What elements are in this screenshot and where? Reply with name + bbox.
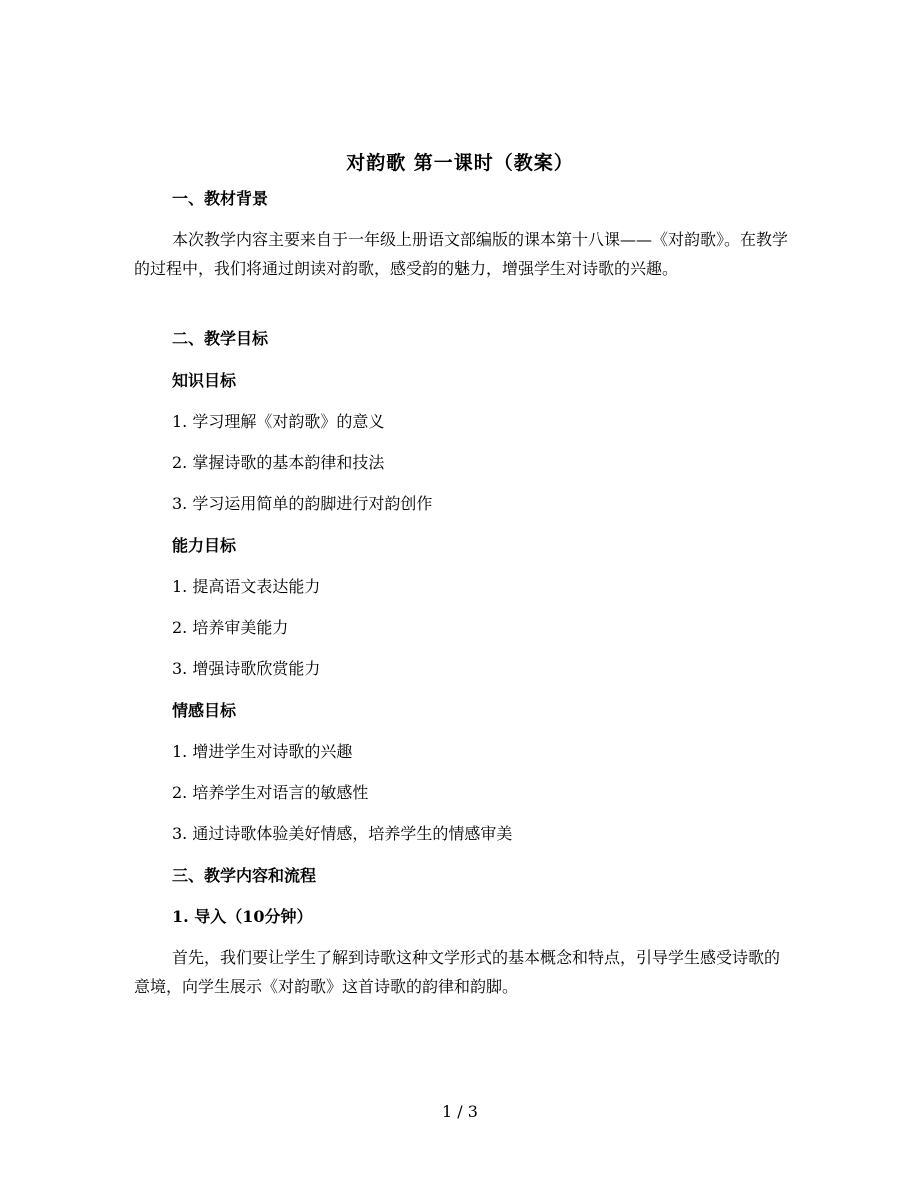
section-heading-content: 三、教学内容和流程 [172,866,317,885]
document-title: 对韵歌 第一课时（教案） [346,152,574,174]
page-number: 1 / 3 [442,1102,478,1121]
subheading-ability: 能力目标 [172,536,237,555]
list-item: 2. 培养学生对语言的敏感性 [172,783,369,802]
list-item: 2. 培养审美能力 [172,618,289,637]
intro-paragraph [134,943,794,1001]
list-item: 1. 提高语文表达能力 [172,577,321,596]
background-paragraph [134,225,794,283]
list-item: 1. 学习理解《对韵歌》的意义 [172,412,385,431]
section-heading-background: 一、教材背景 [172,189,269,208]
background-paragraph-text: 本次教学内容主要来自于一年级上册语文部编版的课本第十八课——《对韵歌》。在教学的过程中，我们将通过朗读对韵歌，感受韵的魅力，增强学生对诗歌的兴趣。 [134,230,789,278]
list-item: 3. 增强诗歌欣赏能力 [172,659,321,678]
section-heading-objectives: 二、教学目标 [172,329,269,348]
list-item: 3. 通过诗歌体验美好情感，培养学生的情感审美 [172,824,513,843]
intro-paragraph-text: 首先，我们要让学生了解到诗歌这种文学形式的基本概念和特点，引导学生感受诗歌的意境，向学生展示《对韵歌》这首诗歌的韵律和韵脚。 [134,948,781,996]
step-heading-intro: 1. 导入（10分钟） [172,907,313,926]
list-item: 3. 学习运用简单的韵脚进行对韵创作 [172,494,433,513]
subheading-knowledge: 知识目标 [172,371,237,390]
list-item: 1. 增进学生对诗歌的兴趣 [172,742,353,761]
subheading-emotion: 情感目标 [172,701,237,720]
list-item: 2. 掌握诗歌的基本韵律和技法 [172,453,385,472]
